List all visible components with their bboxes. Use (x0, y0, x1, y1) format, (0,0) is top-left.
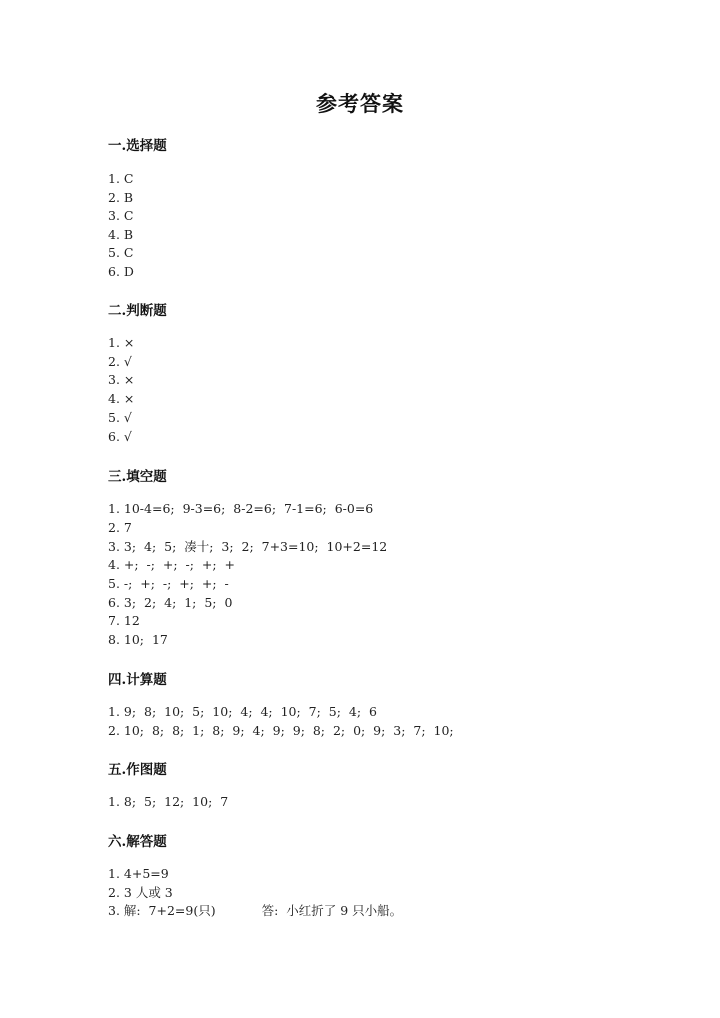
answer-item: 3. C (108, 208, 134, 223)
answer-item: 2. 7 (108, 520, 132, 535)
answer-item: 8. 10; 17 (108, 632, 168, 647)
answer-item: 1. 9; 8; 10; 5; 10; 4; 4; 10; 7; 5; 4; 6 (108, 704, 377, 719)
answer-item: 6. D (108, 264, 134, 279)
answer-item: 2. √ (108, 354, 132, 369)
answer-item: 7. 12 (108, 613, 140, 628)
section-heading-drawing: 五.作图题 (108, 762, 167, 778)
section-heading-calculation: 四.计算题 (108, 672, 167, 688)
answer-item: 2. B (108, 190, 134, 205)
answer-item: 4. × (108, 391, 135, 406)
answer-item: 4. B (108, 227, 134, 242)
answer-item-solution (108, 903, 402, 919)
answer-item: 1. × (108, 335, 135, 350)
answer-item: 4. +; -; +; -; +; + (108, 557, 236, 572)
answer-item: 3. 3; 4; 5; 凑十; 3; 2; 7+3=10; 10+2=12 (108, 539, 388, 554)
page-title: 参考答案 (316, 91, 404, 116)
answer-item: 5. C (108, 245, 134, 260)
answer-item: 6. √ (108, 429, 132, 444)
section-heading-fill-blank: 三.填空题 (108, 469, 167, 485)
answer-item: 2. 10; 8; 8; 1; 8; 9; 4; 9; 9; 8; 2; 0; 9; 3; 7; 10; (108, 723, 454, 738)
answer-item: 1. C (108, 171, 134, 186)
answer-item: 2. 3 人或 3 (108, 885, 173, 900)
answer-item: 1. 8; 5; 12; 10; 7 (108, 794, 229, 809)
answer-item: 6. 3; 2; 4; 1; 5; 0 (108, 595, 233, 610)
answer-item: 5. √ (108, 410, 132, 425)
answer-item: 1. 10-4=6; 9-3=6; 8-2=6; 7-1=6; 6-0=6 (108, 501, 374, 516)
answer-item: 1. 4+5=9 (108, 866, 169, 881)
answer-item: 5. -; +; -; +; +; - (108, 576, 229, 591)
section-heading-choice: 一.选择题 (108, 138, 167, 154)
section-heading-word-problems: 六.解答题 (108, 834, 167, 850)
answer-item: 3. × (108, 372, 135, 387)
solution-equation: 3. 解: 7+2=9(只) (108, 903, 216, 918)
section-heading-judgment: 二.判断题 (108, 303, 167, 319)
solution-answer: 答: 小红折了 9 只小船。 (261, 903, 403, 918)
